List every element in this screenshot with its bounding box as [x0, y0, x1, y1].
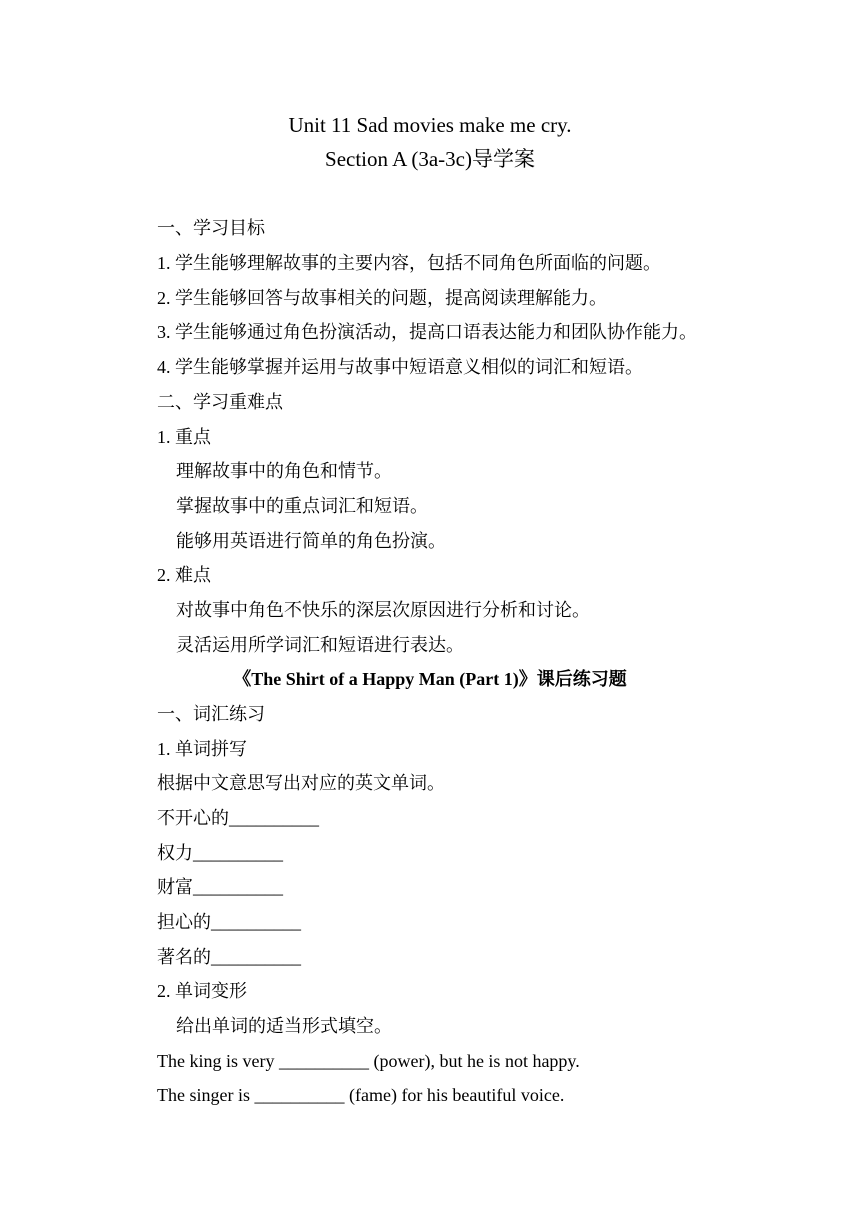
objective-item: 4. 学生能够掌握并运用与故事中短语意义相似的词汇和短语。 [157, 357, 643, 377]
key-point-item: 能够用英语进行简单的角色扮演。 [176, 531, 446, 551]
key-point-item: 理解故事中的角色和情节。 [176, 461, 392, 481]
word-form-item: The singer is __________ (fame) for his beautiful voice. [157, 1085, 565, 1105]
instruction-text: 给出单词的适当形式填空。 [176, 1016, 392, 1036]
subheading-difficulties: 2. 难点 [157, 565, 211, 585]
key-point-item: 掌握故事中的重点词汇和短语。 [176, 496, 428, 516]
subheading-key-points: 1. 重点 [157, 427, 211, 447]
exercise-title: 《The Shirt of a Happy Man (Part 1)》课后练习题 [233, 669, 627, 689]
document-title: Unit 11 Sad movies make me cry. [288, 113, 572, 137]
difficulty-item: 对故事中角色不快乐的深层次原因进行分析和讨论。 [176, 600, 590, 620]
word-form-item: The king is very __________ (power), but he is not happy. [157, 1051, 580, 1071]
instruction-text: 根据中文意思写出对应的英文单词。 [157, 773, 445, 793]
spelling-item: 不开心的__________ [157, 808, 319, 828]
objective-item: 1. 学生能够理解故事的主要内容，包括不同角色所面临的问题。 [157, 253, 661, 273]
spelling-item: 权力__________ [157, 843, 283, 863]
objective-item: 3. 学生能够通过角色扮演活动，提高口语表达能力和团队协作能力。 [157, 322, 697, 342]
spelling-item: 财富__________ [157, 877, 283, 897]
section-heading-vocabulary: 一、词汇练习 [157, 704, 265, 724]
section-heading-objectives: 一、学习目标 [157, 218, 265, 238]
section-heading-key-points: 二、学习重难点 [157, 392, 283, 412]
subheading-spelling: 1. 单词拼写 [157, 739, 247, 759]
document-subtitle: Section A (3a-3c)导学案 [325, 147, 535, 171]
spelling-item: 担心的__________ [157, 912, 301, 932]
spelling-item: 著名的__________ [157, 947, 301, 967]
subheading-word-forms: 2. 单词变形 [157, 981, 247, 1001]
objective-item: 2. 学生能够回答与故事相关的问题，提高阅读理解能力。 [157, 288, 607, 308]
difficulty-item: 灵活运用所学词汇和短语进行表达。 [176, 635, 464, 655]
